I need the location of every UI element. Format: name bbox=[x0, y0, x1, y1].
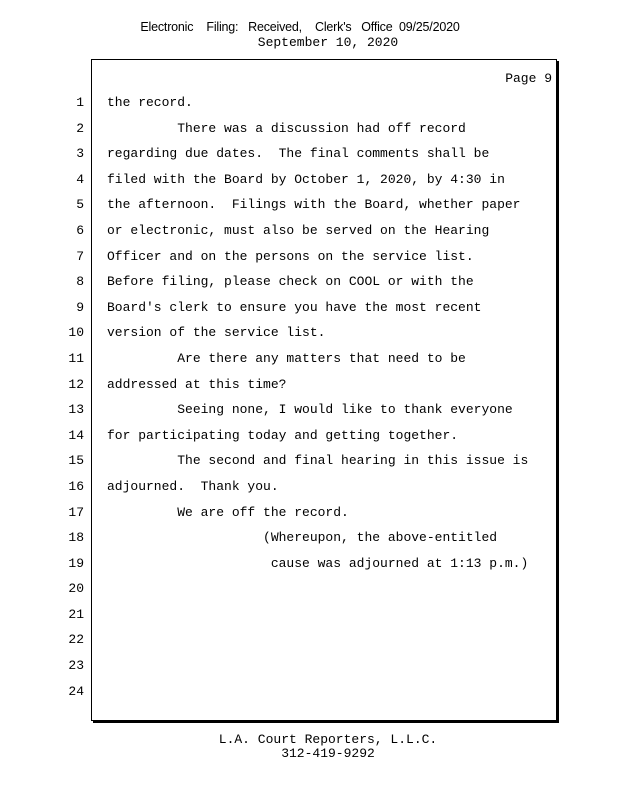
transcript-line bbox=[0, 401, 618, 427]
line-number: 8 bbox=[76, 274, 84, 290]
line-text: version of the service list. bbox=[107, 325, 326, 341]
line-text: or electronic, must also be served on the Hearing bbox=[107, 222, 490, 238]
line-text: cause was adjourned at 1:13 p.m.) bbox=[107, 555, 529, 571]
line-number: 9 bbox=[76, 299, 84, 315]
line-text: Are there any matters that need to be bbox=[107, 350, 466, 366]
line-text: regarding due dates. The final comments shall be bbox=[107, 146, 490, 162]
line-number: 23 bbox=[68, 658, 84, 674]
filing-stamp: Electronic Filing: Received, Clerk's Office 09/25/2020 bbox=[140, 20, 460, 34]
line-number: 7 bbox=[76, 248, 84, 264]
line-text: Board's clerk to ensure you have the most recent bbox=[107, 299, 482, 315]
line-number: 5 bbox=[76, 197, 84, 213]
transcript-line bbox=[0, 324, 618, 350]
court-reporter-name: L.A. Court Reporters, L.L.C. bbox=[218, 732, 438, 747]
transcript-line bbox=[0, 631, 618, 657]
line-number: 20 bbox=[68, 581, 84, 597]
transcript-line bbox=[0, 94, 618, 120]
transcript-line bbox=[0, 350, 618, 376]
page-number: Page 9 bbox=[505, 71, 552, 86]
line-number: 1 bbox=[76, 95, 84, 110]
line-number: 15 bbox=[68, 453, 84, 469]
transcript-line bbox=[0, 427, 618, 453]
line-text: the afternoon. Filings with the Board, whether paper bbox=[107, 197, 521, 213]
line-number: 12 bbox=[68, 376, 84, 392]
line-number: 22 bbox=[68, 632, 84, 648]
transcript-line bbox=[0, 222, 618, 248]
line-text: (Whereupon, the above-entitled bbox=[107, 530, 498, 546]
transcript-line bbox=[0, 580, 618, 606]
transcript-line bbox=[0, 452, 618, 478]
transcript-line bbox=[0, 657, 618, 683]
line-text: filed with the Board by October 1, 2020, by 4:30 in bbox=[107, 171, 505, 187]
transcript-line bbox=[0, 299, 618, 325]
line-text: Before filing, please check on COOL or with the bbox=[107, 274, 474, 290]
transcript-line bbox=[0, 120, 618, 146]
court-reporter-phone: 312-419-9292 bbox=[281, 746, 375, 761]
line-number: 14 bbox=[68, 427, 84, 443]
line-number: 11 bbox=[68, 350, 84, 366]
transcript-line bbox=[0, 555, 618, 581]
transcript-line bbox=[0, 478, 618, 504]
transcript-line bbox=[0, 376, 618, 402]
transcript-line bbox=[0, 248, 618, 274]
line-number: 24 bbox=[68, 683, 84, 699]
line-text: addressed at this time? bbox=[107, 376, 287, 392]
transcript-body bbox=[0, 94, 618, 708]
line-number: 16 bbox=[68, 478, 84, 494]
line-text: the record. bbox=[107, 95, 193, 110]
line-text: There was a discussion had off record bbox=[107, 120, 466, 136]
transcript-line bbox=[0, 145, 618, 171]
transcript-line bbox=[0, 171, 618, 197]
hearing-date: September 10, 2020 bbox=[257, 35, 399, 50]
line-number: 21 bbox=[68, 606, 84, 622]
line-text: Officer and on the persons on the service list. bbox=[107, 248, 474, 264]
line-text: We are off the record. bbox=[107, 504, 349, 520]
transcript-line bbox=[0, 529, 618, 555]
line-text: The second and final hearing in this issue is bbox=[107, 453, 529, 469]
line-text: for participating today and getting together. bbox=[107, 427, 459, 443]
line-number: 10 bbox=[68, 325, 84, 341]
transcript-line bbox=[0, 606, 618, 632]
line-number: 18 bbox=[68, 530, 84, 546]
transcript-line bbox=[0, 196, 618, 222]
transcript-line bbox=[0, 683, 618, 709]
line-number: 19 bbox=[68, 555, 84, 571]
line-number: 6 bbox=[76, 222, 84, 238]
line-text: adjourned. Thank you. bbox=[107, 478, 279, 494]
transcript-line bbox=[0, 504, 618, 530]
line-number: 3 bbox=[76, 146, 84, 162]
line-number: 2 bbox=[76, 120, 84, 136]
line-number: 4 bbox=[76, 171, 84, 187]
line-number: 17 bbox=[68, 504, 84, 520]
transcript-line bbox=[0, 273, 618, 299]
line-text: Seeing none, I would like to thank everyone bbox=[107, 402, 513, 418]
line-number: 13 bbox=[68, 402, 84, 418]
